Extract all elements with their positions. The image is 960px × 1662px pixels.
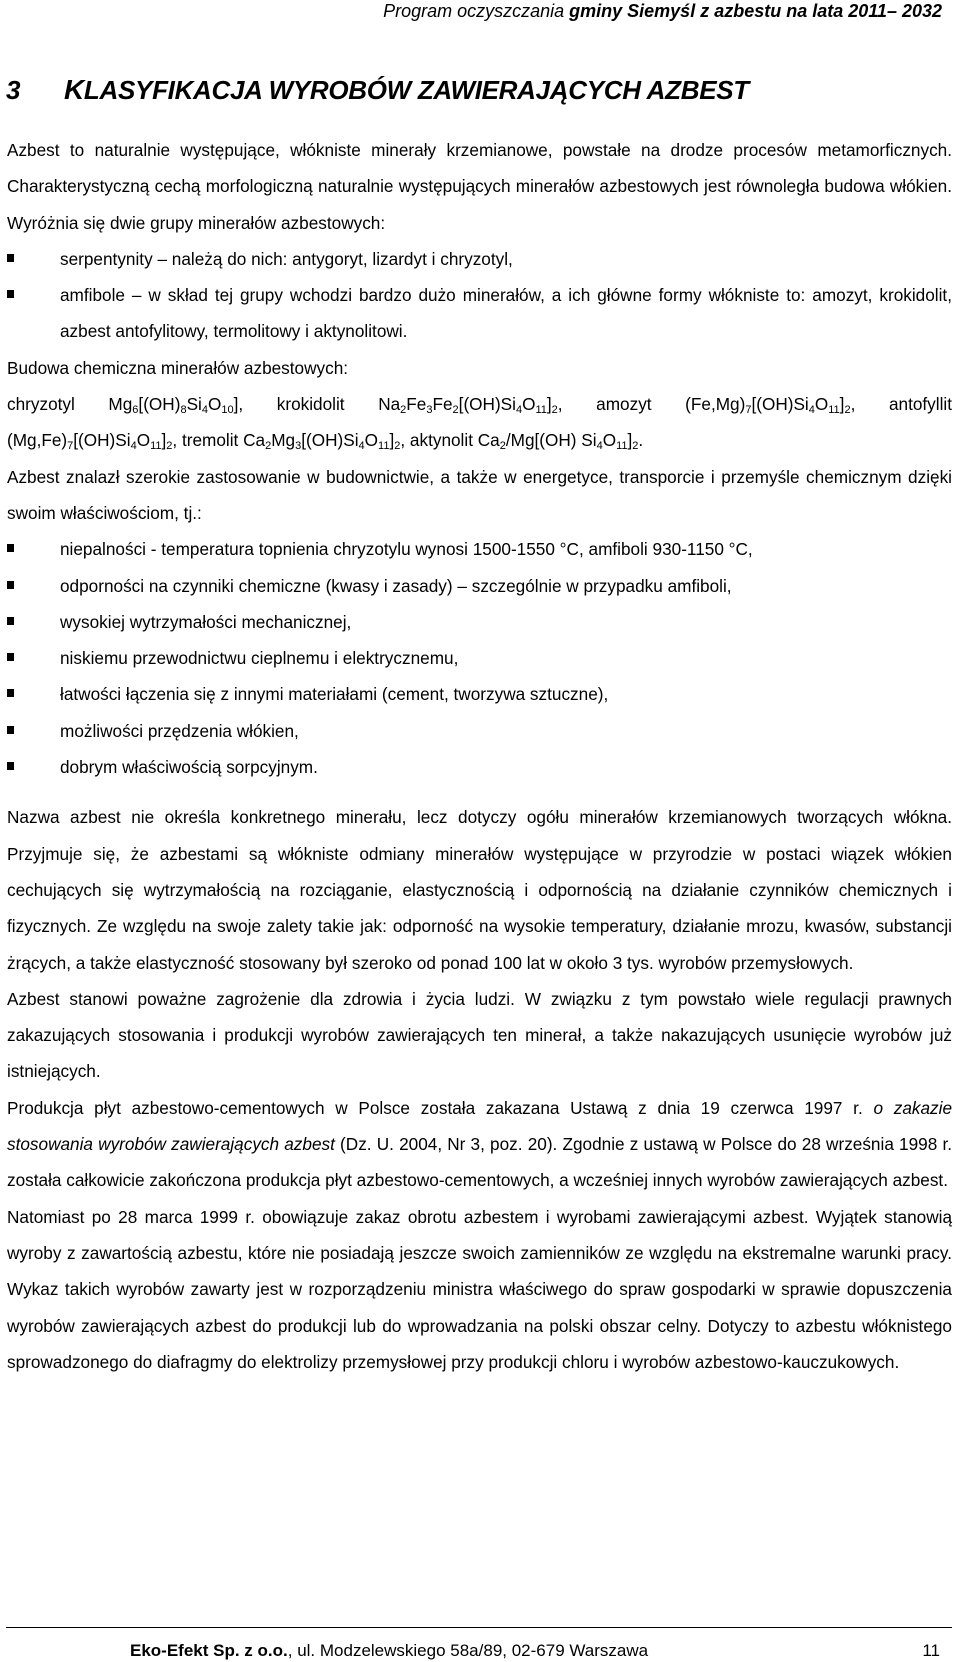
formula-antofyllit: $(Mg,Fe)_7[(OH)Si_4O_{11}]_2$, [7, 430, 178, 453]
law-paragraph [7, 1090, 952, 1199]
formula-chryzotyl: $Mg_6[(OH)_8Si_4O_{10}]$, [108, 394, 244, 417]
bullet-square-icon [7, 617, 14, 625]
formula-tremolit: $Ca_2Mg_3[(OH)Si_4O_{11}]_2$, [243, 430, 406, 453]
formula-krokidolit: $Na_2Fe_3Fe_2[(OH)Si_4O_{11}]_2$, [378, 394, 563, 417]
footer-company: Eko-Efekt Sp. z o.o. [130, 1641, 288, 1660]
formula-amozyt: $(Fe,Mg)_7[(OH)Si_4O_{11}]_2$, [685, 394, 856, 417]
formula-aktynolit: $Ca_2/Mg[(OH)$ $Si_4O_{11}]_2$. [477, 430, 644, 453]
bullet-square-icon [7, 544, 14, 552]
law-title: o zakazie stosowania wyrobów zawierających azbest [7, 1097, 952, 1155]
list-item-text: wysokiej wytrzymałości mechanicznej, [60, 611, 352, 632]
footer-address-text: , ul. Modzelewskiego 58a/89, 02-679 Warszawa [287, 1641, 649, 1660]
footer-address [130, 1641, 648, 1661]
list-item-text: amfibole – w skład tej grupy wchodzi bardzo dużo minerałów, a ich główne formy włókniste to: amozyt, krokidolit, azbest antofylitowy, termolitowy i aktynolitowi. [60, 285, 952, 342]
bullet-square-icon [7, 653, 14, 661]
list-item [7, 277, 952, 350]
heading-first-letter: K [64, 74, 84, 105]
heading-text: LASYFIKACJA WYROBÓW ZAWIERAJĄCYCH AZBEST [83, 75, 749, 105]
list-item-text: niepalności - temperatura topnienia chryzotylu wynosi 1500-1550 °C, amfiboli 930-1150 °C, [60, 539, 753, 560]
properties-list [7, 531, 952, 785]
list-item [7, 604, 952, 640]
danger-paragraph: Azbest stanowi poważne zagrożenie dla zdrowia i życia ludzi. W związku z tym powstało wiele regulacji prawnych zakazujących stosowania i produkcji wyrobów zawierających ten minerał, a także nakazujących usunięcie wyrobów już istniejących. [7, 988, 952, 1082]
mineral-name: antofyllit [888, 394, 953, 415]
intro-paragraph: Azbest to naturalnie występujące, włókniste minerały krzemianowe, powstałe na drodze procesów metamorficznych. Charakterystyczną cechą morfologiczną naturalnie występujących minerałów azbestowych jest równoległa budowa włókien. Wyróżnia się dwie grupy minerałów azbestowych: [7, 140, 952, 233]
mineral-name: amozyt [596, 394, 652, 415]
list-item [7, 749, 952, 785]
bullet-square-icon [7, 689, 14, 697]
mineral-groups-list [7, 241, 952, 350]
list-item-text: łatwości łączenia się z innymi materiałami (cement, tworzywa sztuczne), [60, 684, 609, 705]
list-item [7, 241, 952, 277]
bullet-square-icon [7, 254, 14, 262]
bullet-square-icon [7, 581, 14, 589]
bullet-square-icon [7, 726, 14, 734]
list-item [7, 531, 952, 567]
running-header [383, 0, 942, 22]
list-item-text: serpentynity – należą do nich: antygoryt, lizardyt i chryzotyl, [60, 248, 513, 269]
mineral-name: aktynolit [409, 430, 473, 451]
footer-divider [6, 1627, 952, 1628]
law-text-before: Produkcja płyt azbestowo-cementowych w Polsce została zakazana Ustawą z dnia 19 czerwca 1997 r. [7, 1097, 874, 1118]
name-paragraph: Nazwa azbest nie określa konkretnego minerału, lecz dotyczy ogółu minerałów krzemianowych tworzących włókna. Przyjmuje się, że azbestami są włókniste odmiany minerałów występujące w przyrodzie w postaci wiązek włókien cechujących się wytrzymałością na rozciąganie, elastycznością i odpornością na działanie czynników chemicznych i fizycznych. Ze względu na swoje zalety takie jak: odporność na wysokie temperatury, działanie mrozu, kwasów, substancji żrących, a także elastyczność stosowany był szeroko od ponad 100 lat w około 3 tys. wyrobów przemysłowych. [7, 807, 952, 973]
page-footer [0, 1619, 960, 1662]
mineral-name: chryzotyl [7, 394, 75, 415]
chemical-formulas [7, 386, 952, 459]
section-heading [6, 70, 749, 110]
chemistry-intro: Budowa chemiczna minerałów azbestowych: [7, 357, 349, 378]
usage-paragraph: Azbest znalazł szerokie zastosowanie w budownictwie, a także w energetyce, transporcie i przemyśle chemicznym dzięki swoim właściwościom, tj.: [7, 466, 952, 523]
list-item-text: możliwości przędzenia włókien, [60, 720, 299, 741]
body-content [7, 132, 952, 1380]
bullet-square-icon [7, 762, 14, 770]
spacer [7, 785, 952, 799]
ban-paragraph: Natomiast po 28 marca 1999 r. obowiązuje zakaz obrotu azbestem i wyrobami zawierającymi azbest. Wyjątek stanowią wyroby z zawartością azbestu, które nie posiadają jeszcze swoich zamienników ze względu na ekstremalne warunki pracy. Wykaz takich wyrobów zawarty jest w rozporządzeniu ministra właściwego do spraw gospodarki w sprawie dopuszczenia wyrobów zawierających azbest do produkcji lub do wprowadzania na polski obszar celny. Dotyczy to azbestu włóknistego sprowadzonego do diafragmy do elektrolizy przemysłowej przy produkcji chloru i wyrobów azbestowo-kauczukowych. [7, 1206, 952, 1372]
list-item-text: niskiemu przewodnictwu cieplnemu i elektrycznemu, [60, 648, 459, 669]
law-text-after: (Dz. U. 2004, Nr 3, poz. 20). Zgodnie z ustawą w Polsce do 28 września 1998 r. została całkowicie zakończona produkcja płyt azbestowo-cementowych, a wcześniej innych wyrobów zawierających azbest. [7, 1134, 952, 1191]
mineral-name: tremolit [181, 430, 239, 451]
list-item-text: odporności na czynniki chemiczne (kwasy i zasady) – szczególnie w przypadku amfiboli, [60, 575, 732, 596]
list-item [7, 713, 952, 749]
bullet-square-icon [7, 290, 14, 298]
header-title: gminy Siemyśl z azbestu na lata 2011– 2032 [569, 1, 942, 21]
list-item [7, 568, 952, 604]
header-prefix: Program oczyszczania [383, 1, 570, 21]
list-item [7, 676, 952, 712]
section-number: 3 [6, 75, 21, 105]
page-number: 11 [922, 1641, 940, 1660]
list-item [7, 640, 952, 676]
list-item-text: dobrym właściwością sorpcyjnym. [60, 757, 318, 778]
mineral-name: krokidolit [276, 394, 345, 415]
